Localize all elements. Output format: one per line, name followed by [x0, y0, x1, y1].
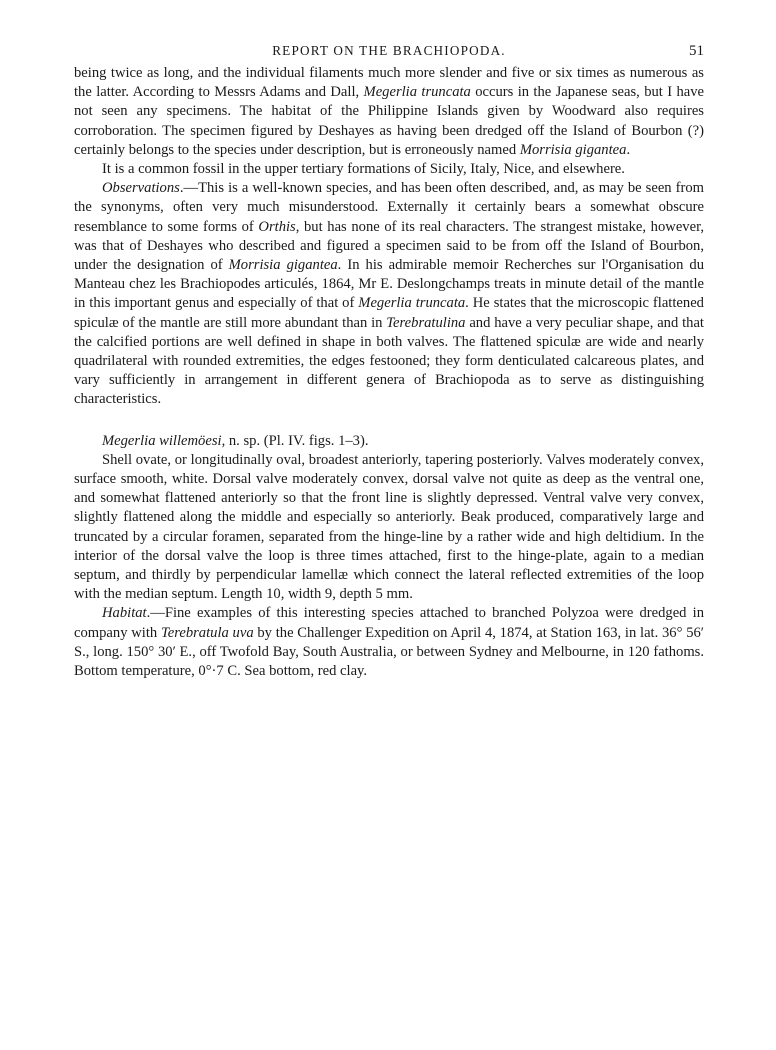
page: [74, 38, 704, 681]
species-heading: [74, 432, 704, 451]
species-name: Megerlia truncata: [358, 295, 466, 312]
species-name: Morrisia gigantea: [519, 141, 627, 158]
genus-name: Terebratulina: [386, 314, 466, 331]
paragraph-fossil: [74, 160, 704, 179]
text-run: , but has none of its real characters. The strangest mistake, however, was that of Deshayes who described and figured a specimen said to be from off the Island of Bourbon, under the designation of: [74, 218, 704, 274]
text-run: .: [626, 141, 631, 158]
species-name: Megerlia truncata: [363, 84, 471, 101]
text-run: Shell ovate, or longitudinally oval, broadest anteriorly, tapering posteriorly. Valves moderately convex, surface smooth, white. Dorsal valve moderately convex, dorsal valve not quite as deep as the ventral one, and somewhat flattened anteriorly so that the front line is slightly depressed. Ventral valve very convex, slightly flattened along the middle and especially so anteriorly. Beak produced, comparatively large and truncated by a circular foramen, separated from the hinge-line by a rather wide and high deltidium. In the interior of the dorsal valve the loop is three times attached, first to the hinge-plate, again to a median septum, and thirdly by perpendicular lamellæ which connect the lateral reflected extremities of the loop with the median septum. Length 10, width 9, depth 5 mm.: [74, 451, 704, 603]
text-run: and have a very peculiar shape, and that the calcified portions are well defined in shape in both valves. The flattened spiculæ are wide and nearly quadrilateral with rounded extremities, the edges festooned; they form denticulated calcareous plates, and vary sufficiently in arrangement in different genera of Brachiopoda as to serve as distinguishing characteristics.: [74, 314, 704, 408]
body-text: [74, 64, 704, 681]
text-run: occurs in the Japanese seas, but I have not seen any specimens. The habitat of the Philippine Islands given by Woodward also requires corroboration. The specimen figured by Deshayes as having been dredged off the Island of Bourbon (?) certainly belongs to the species under description, but is erroneously named: [74, 84, 704, 158]
section-label: Habitat: [102, 605, 147, 622]
text-run: . In his admirable memoir Recherches sur l'Organisation du Manteau chez les Brachiopodes articulés, 1864, Mr E. Deslongchamps treats in minute detail of the mantle in this important genus and especially of that of: [74, 257, 705, 312]
species-name: Terebratula uva: [160, 624, 254, 641]
section-label: Observations: [102, 180, 180, 197]
text-run: It is a common fossil in the upper tertiary formations of Sicily, Italy, Nice, and elsewhere.: [102, 161, 625, 178]
page-number: 51: [689, 43, 704, 59]
genus-name: Orthis: [258, 218, 296, 235]
text-run: .—Fine examples of this interesting species attached to branched Polyzoa were dredged in company with: [74, 605, 704, 641]
text-run: by the Challenger Expedition on April 4, 1874, at Station 163, in lat. 36° 56′ S., long. 150° 30′ E., off Twofold Bay, South Australia, or between Sydney and Melbourne, in 120 fathoms. Bottom temperature, 0°·7 C. Sea bottom, red clay.: [74, 624, 704, 680]
running-title: REPORT ON THE BRACHIOPODA.: [272, 43, 506, 58]
paragraph-habitat: [74, 604, 704, 681]
text-run: . He states that the microscopic flattened spiculæ of the mantle are still more abundant than in: [74, 295, 704, 331]
section-gap: [74, 410, 704, 432]
species-name: Megerlia willemöesi: [102, 432, 222, 449]
text-run: , n. sp. (Pl. IV. figs. 1–3).: [221, 432, 369, 449]
running-head: [74, 38, 704, 64]
text-run: being twice as long, and the individual filaments much more slender and five or six times as numerous as the latter. According to Messrs Adams and Dall,: [74, 65, 704, 101]
paragraph-distribution: [74, 64, 704, 160]
paragraph-observations: [74, 179, 704, 409]
paragraph-description: [74, 451, 704, 605]
species-name: Morrisia gigantea: [228, 257, 338, 274]
text-run: .—This is a well-known species, and has been often described, and, as may be seen from the synonyms, often very much misunderstood. Externally it certainly bears a somewhat obscure resemblance to some forms of: [74, 180, 704, 235]
